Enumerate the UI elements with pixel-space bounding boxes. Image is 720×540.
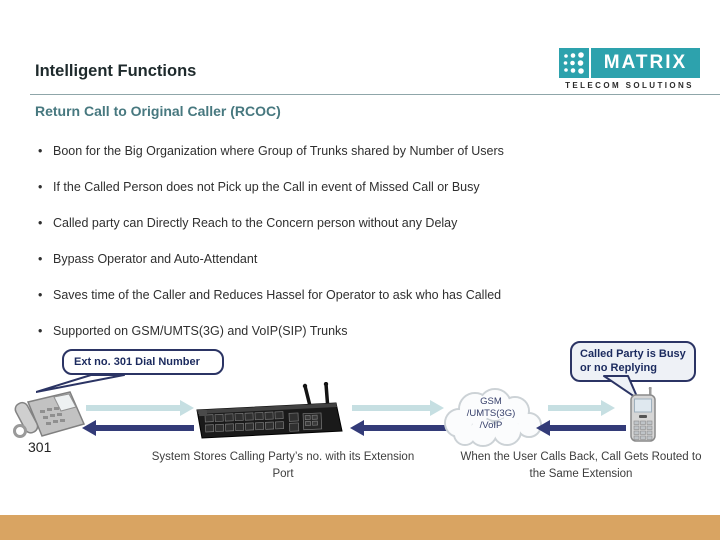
cloud-trunk-labels xyxy=(437,396,545,432)
matrix-dots-icon xyxy=(559,48,589,78)
bullet-item: • Supported on GSM/UMTS(3G) and VoIP(SIP) Trunks xyxy=(38,324,658,339)
desk-phone-icon xyxy=(10,386,88,442)
bullet-item: • Saves time of the Caller and Reduces Hassel for Operator to ask who has Called xyxy=(38,288,658,303)
header-divider xyxy=(30,94,720,95)
arrow-left-icon xyxy=(350,420,450,436)
bullet-item: • Boon for the Big Organization where Group of Trunks shared by Number of Users xyxy=(38,144,658,159)
callout-dial-number: Ext no. 301 Dial Number xyxy=(62,349,224,375)
slide-subtitle: Return Call to Original Caller (RCOC) xyxy=(35,103,281,119)
brand-tagline: TELECOM SOLUTIONS xyxy=(565,81,694,90)
cloud-label-voip: /VoIP xyxy=(479,420,503,431)
cloud-label-gsm: GSM xyxy=(480,396,502,407)
extension-number-label: 301 xyxy=(28,439,52,455)
bullet-item: • Bypass Operator and Auto-Attendant xyxy=(38,252,658,267)
bullet-item: • If the Called Person does not Pick up the Call in event of Missed Call or Busy xyxy=(38,180,658,195)
caption-system-stores: System Stores Calling Party’s no. with its Extension Port xyxy=(151,451,415,480)
footer-bar xyxy=(0,515,720,540)
arrow-right-icon xyxy=(352,400,444,416)
page-title: Intelligent Functions xyxy=(35,62,197,80)
caption-call-back: When the User Calls Back, Call Gets Routed to the Same Extension xyxy=(460,451,702,480)
arrow-left-icon xyxy=(536,420,626,436)
bullet-item: • Called party can Directly Reach to the Concern person without any Delay xyxy=(38,216,658,231)
bullet-list xyxy=(38,144,658,360)
arrow-left-icon xyxy=(82,420,194,436)
pbx-system-image xyxy=(195,382,347,444)
brand-name: MATRIX xyxy=(591,48,700,78)
matrix-logo xyxy=(559,48,700,90)
callout-busy-no-reply: Called Party is Busy or no Replying xyxy=(570,341,696,382)
arrow-right-icon xyxy=(548,400,615,416)
mobile-phone-icon xyxy=(627,387,659,443)
cloud-label-umts: /UMTS(3G) xyxy=(466,408,516,419)
arrow-right-icon xyxy=(86,400,194,416)
